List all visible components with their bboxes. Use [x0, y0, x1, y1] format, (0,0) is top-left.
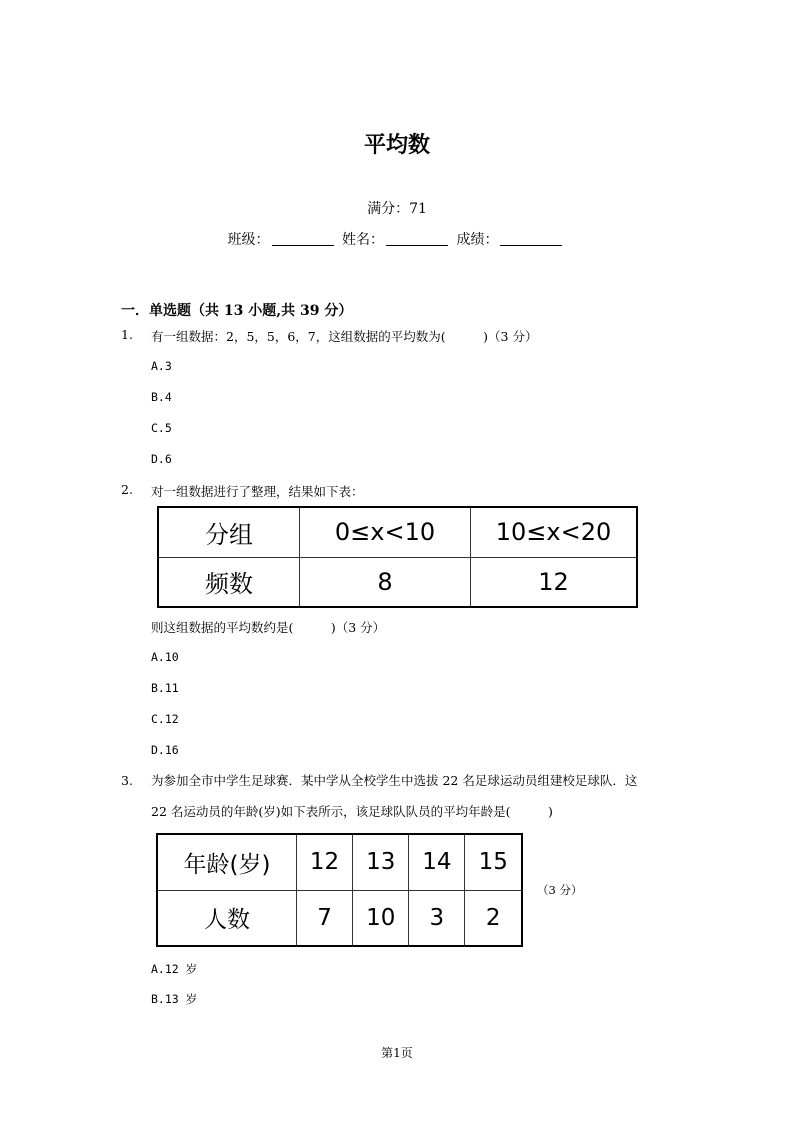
table-cell: 12: [297, 834, 353, 890]
q3-option-b[interactable]: B.13 岁: [151, 992, 198, 1006]
q2-followup: 则这组数据的平均数约是( )（3 分）: [151, 620, 386, 635]
q3-score-mark: （3 分）: [537, 883, 583, 897]
grade-blank[interactable]: [500, 231, 562, 246]
q2-frequency-table: [157, 506, 638, 608]
table-cell: 14: [409, 834, 465, 890]
q2-number: 2.: [121, 482, 133, 497]
table-cell: 10: [353, 890, 409, 946]
q2-option-a[interactable]: A.10: [151, 650, 179, 664]
table-cell: 7: [297, 890, 353, 946]
table-cell: 2: [465, 890, 522, 946]
table-cell: 分组: [158, 507, 300, 557]
table-cell: 15: [465, 834, 522, 890]
q3-age-table: [156, 833, 523, 947]
table-cell: 0≤x<10: [300, 507, 471, 557]
q1-option-a[interactable]: A.3: [151, 359, 172, 373]
class-label: 班级：: [227, 232, 270, 248]
q1-option-d[interactable]: D.6: [151, 452, 172, 466]
q3-number: 3.: [121, 773, 133, 788]
table-cell: 8: [300, 557, 471, 607]
table-cell: 13: [353, 834, 409, 890]
q1-option-c[interactable]: C.5: [151, 421, 172, 435]
q1-option-b[interactable]: B.4: [151, 390, 172, 404]
section-heading: 一．单选题（共 13 小题,共 39 分）: [121, 303, 353, 319]
q3-text: 为参加全市中学生足球赛．某中学从全校学生中选拔 22 名足球运动员组建校足球队．这 22 名运动员的年龄(岁)如下表所示，该足球队队员的平均年龄是( ): [151, 773, 638, 819]
student-info-line: [0, 229, 794, 249]
q3-option-a[interactable]: A.12 岁: [151, 962, 198, 976]
table-cell: 频数: [158, 557, 300, 607]
full-score: 满分：71: [367, 201, 427, 217]
page-number: 第1页: [381, 1046, 413, 1060]
class-blank[interactable]: [272, 231, 334, 246]
name-label: 姓名：: [342, 232, 384, 248]
q1-number: 1.: [121, 327, 133, 342]
q2-text: 对一组数据进行了整理，结果如下表：: [151, 484, 364, 499]
page-title: 平均数: [363, 132, 430, 158]
table-cell: 3: [409, 890, 465, 946]
table-cell: 12: [471, 557, 638, 607]
q1-text: 有一组数据：2，5，5，6，7，这组数据的平均数为( )（3 分）: [151, 329, 538, 344]
grade-label: 成绩：: [456, 232, 499, 248]
table-cell: 10≤x<20: [471, 507, 638, 557]
name-blank[interactable]: [386, 231, 448, 246]
table-cell: 年龄(岁): [157, 834, 297, 890]
q2-option-d[interactable]: D.16: [151, 743, 179, 757]
q2-option-c[interactable]: C.12: [151, 712, 179, 726]
q2-option-b[interactable]: B.11: [151, 681, 179, 695]
table-cell: 人数: [157, 890, 297, 946]
